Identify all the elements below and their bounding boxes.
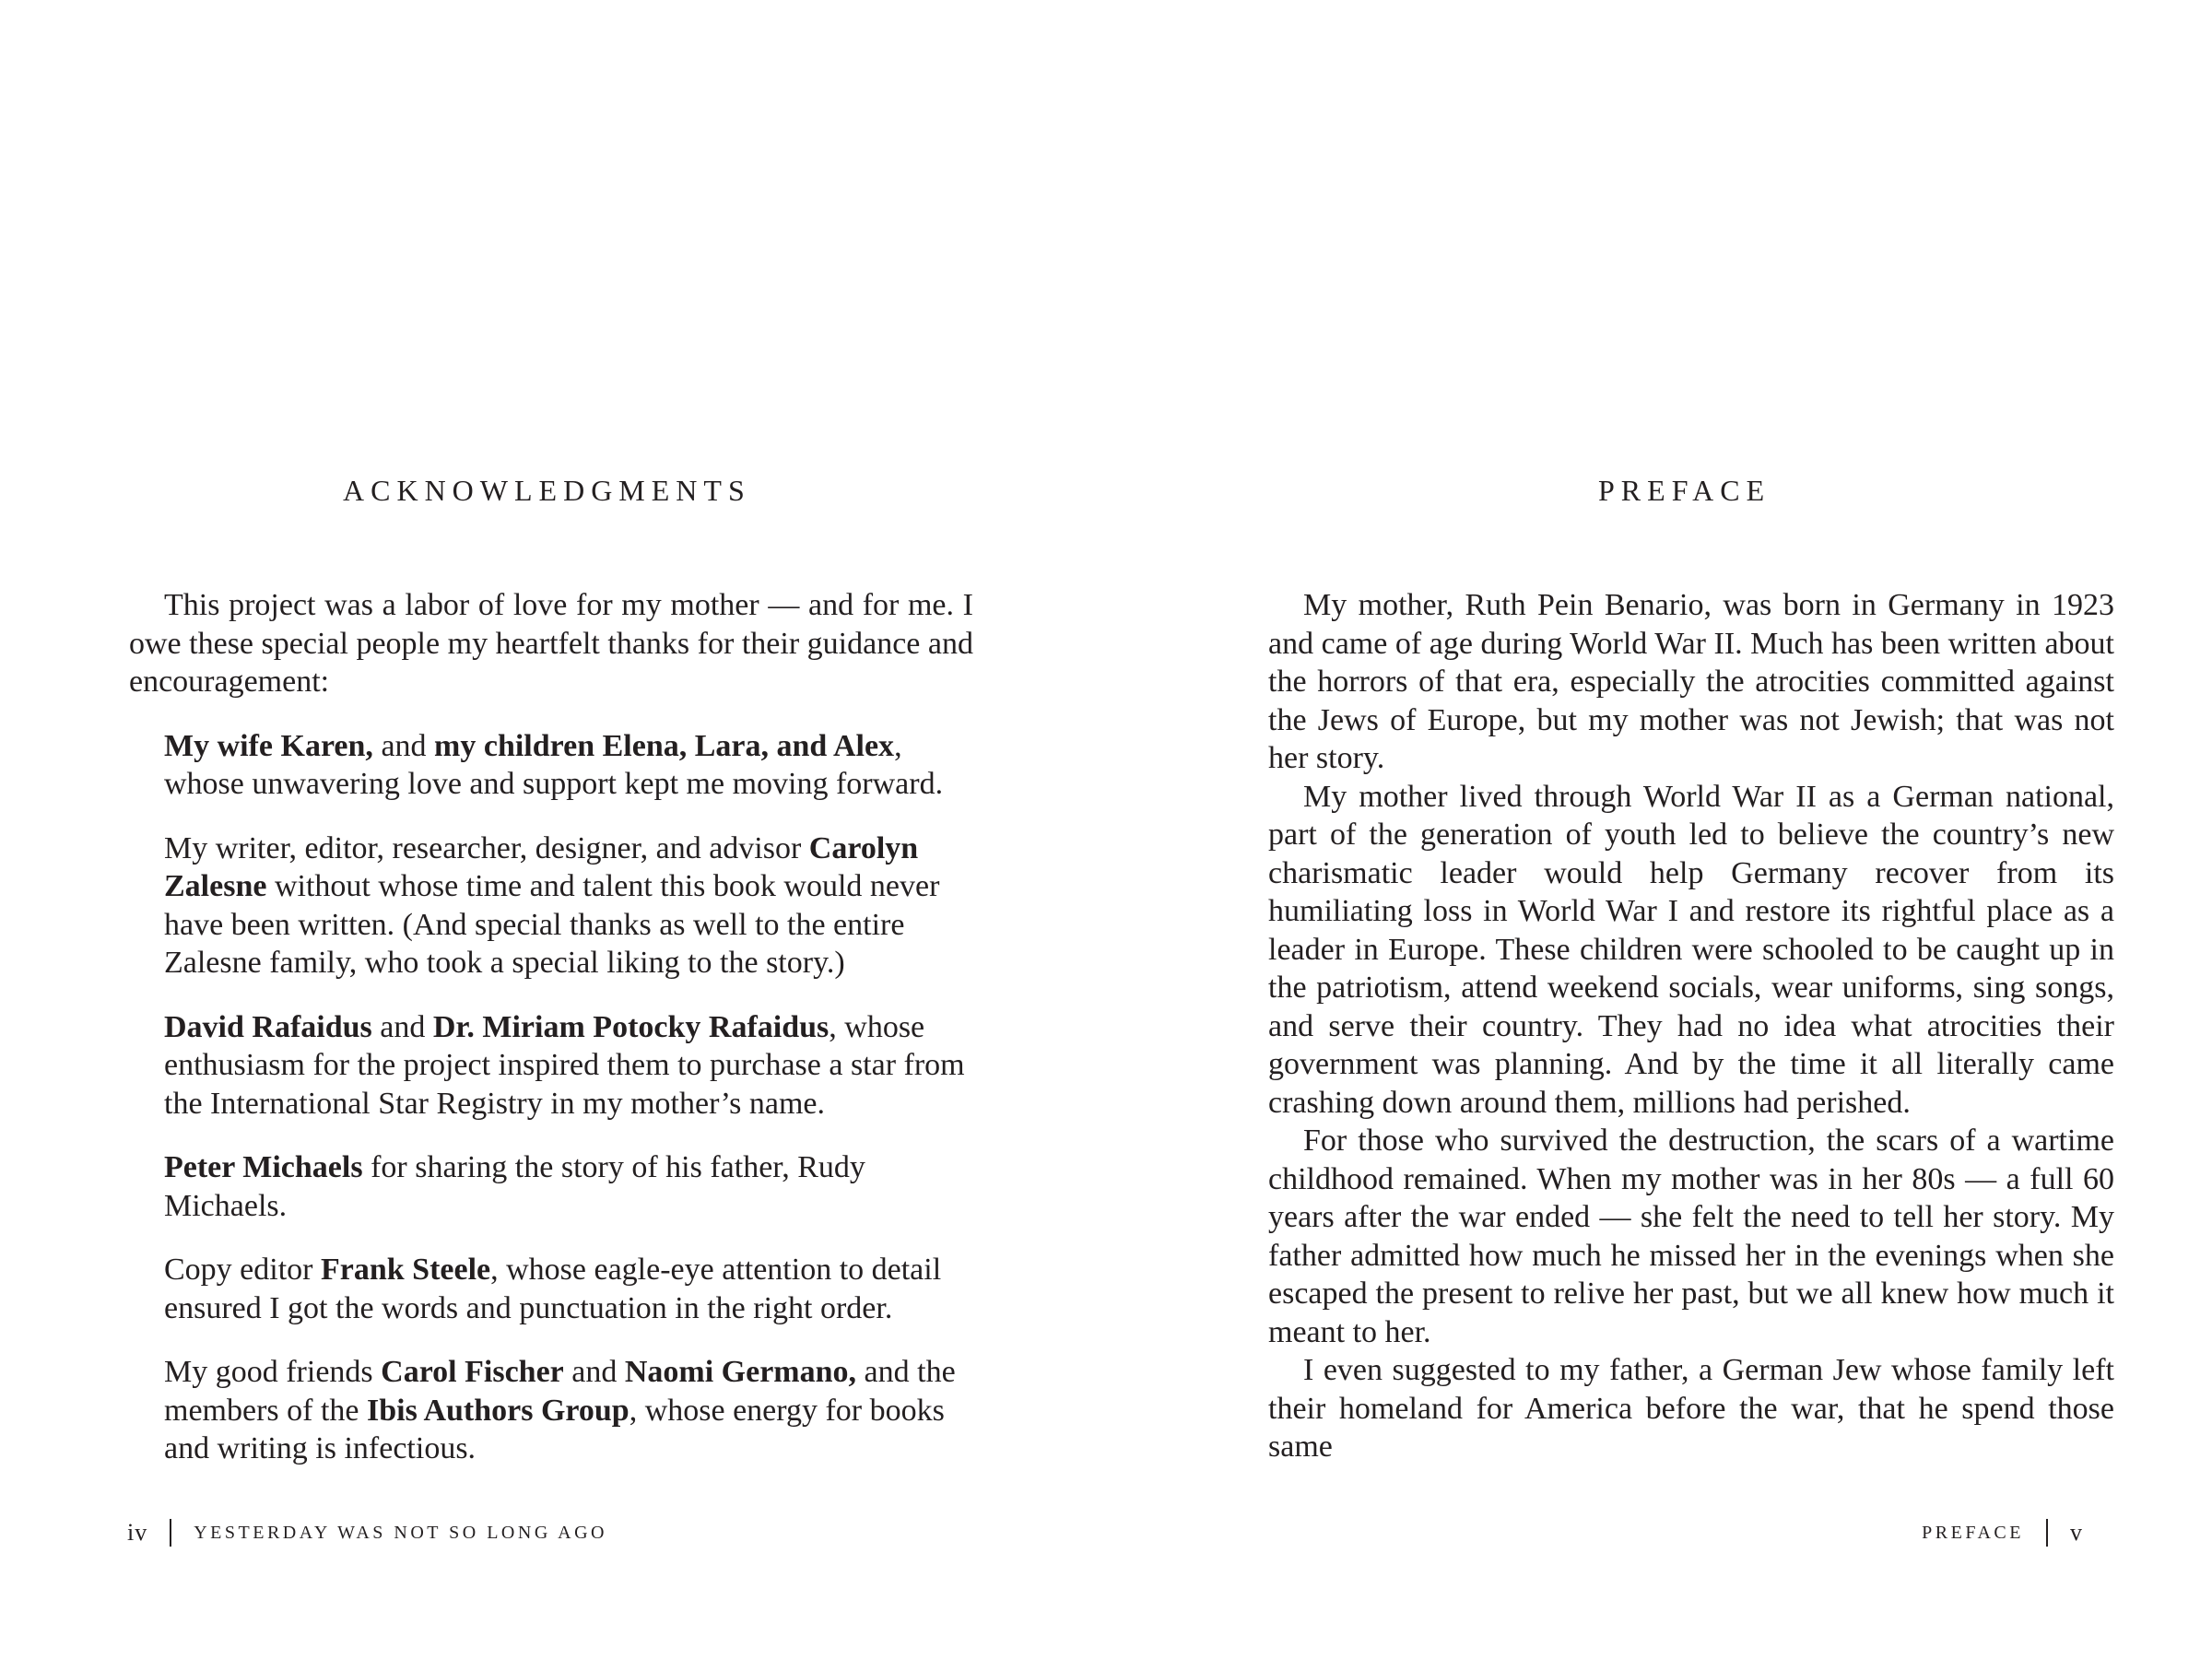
- acknowledgment-entry-friends: My good friends Carol Fischer and Naomi Germano, and the members of the Ibis Authors Group, whose energy for books and writing is infectious.: [164, 1355, 956, 1465]
- acknowledgments-body: [129, 586, 973, 1468]
- running-head-chapter: PREFACE: [1922, 1522, 2024, 1543]
- preface-paragraph: I even suggested to my father, a German Jew whose family left their homeland for America before the war, that he spend those same: [1268, 1353, 2114, 1464]
- running-head-book-title: YESTERDAY WAS NOT SO LONG AGO: [194, 1522, 607, 1543]
- page-number: v: [2070, 1519, 2083, 1546]
- acknowledgment-entry-steele: Copy editor Frank Steele, whose eagle-eye attention to detail ensured I got the words and punctuation in the right order.: [164, 1253, 942, 1325]
- footer-divider: [170, 1519, 171, 1547]
- preface-paragraph: My mother lived through World War II as a German national, part of the generation of youth led to believe the country’s new charismatic leader would help Germany recover from its humiliating loss in World War I and restore its rightful place as a leader in Europe. These children were schooled to be caught up in the patriotism, attend weekend socials, wear uniforms, sing songs, and serve their country. They had no idea what atrocities their government was planning. And by the time it all literally came crashing down around them, millions had perished.: [1268, 779, 2114, 1120]
- left-page-footer: [127, 1516, 607, 1549]
- acknowledgments-intro: This project was a labor of love for my mother — and for me. I owe these special people my heartfelt thanks for their guidance and encouragement:: [129, 588, 973, 699]
- preface-body: [1268, 586, 2114, 1466]
- acknowledgments-heading: ACKNOWLEDGMENTS: [343, 474, 751, 507]
- acknowledgment-entry-rafaidus: David Rafaidus and Dr. Miriam Potocky Rafaidus, whose enthusiasm for the project inspired them to purchase a star from the International Star Registry in my mother’s name.: [164, 1009, 965, 1121]
- preface-heading: PREFACE: [1598, 474, 1771, 507]
- acknowledgment-entry-michaels: Peter Michaels for sharing the story of his father, Rudy Michaels.: [164, 1150, 865, 1223]
- preface-paragraph: For those who survived the destruction, the scars of a wartime childhood remained. When my mother was in her 80s — a full 60 years after the war ended — she felt the need to tell her story. My father admitted how much he missed her in the evenings when she escaped the present to relive her past, but we all knew how much it meant to her.: [1268, 1124, 2114, 1349]
- right-page: [1106, 0, 2212, 1659]
- page-number: iv: [127, 1519, 148, 1546]
- preface-paragraph: My mother, Ruth Pein Benario, was born in Germany in 1923 and came of age during World War II. Much has been written about the horrors of that era, especially the atrocities committed against the Jews of Europe, but my mother was not Jewish; that was not her story.: [1268, 588, 2114, 775]
- footer-divider: [2046, 1519, 2048, 1547]
- acknowledgment-entry-family: My wife Karen, and my children Elena, Lara, and Alex, whose unwavering love and support kept me moving forward.: [164, 728, 944, 801]
- acknowledgment-entry-zalesne: My writer, editor, researcher, designer, and advisor Carolyn Zalesne without whose time and talent this book would never have been written. (And special thanks as well to the entire Zalesne family, who took a special liking to the story.): [164, 830, 940, 980]
- right-page-footer: [1922, 1516, 2083, 1549]
